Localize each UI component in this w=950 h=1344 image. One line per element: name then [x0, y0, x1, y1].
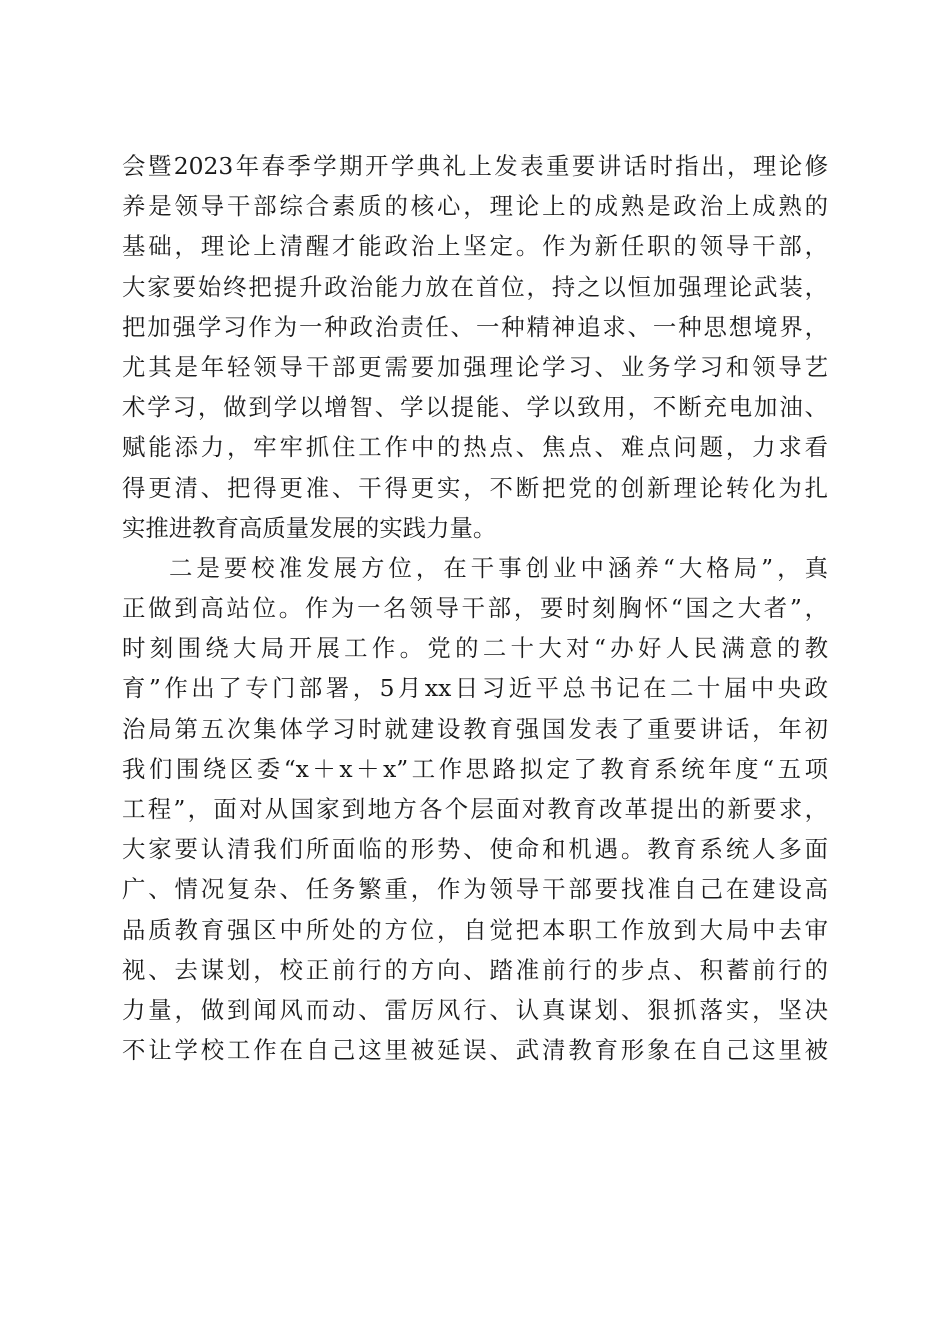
text-line: 工程”，面对从国家到地方各个层面对教育改革提出的新要求，: [122, 795, 828, 823]
text-line: 尤其是年轻领导干部更需要加强理论学习、业务学习和领导艺: [122, 352, 828, 381]
text-line: 我们围绕区委“x＋x＋x”工作思路拟定了教育系统年度“五项: [122, 754, 828, 783]
text-line: 广、情况复杂、任务繁重，作为领导干部要找准自己在建设高: [122, 875, 828, 904]
text-line: 二是要校准发展方位，在干事创业中涵养“大格局”，真: [169, 553, 828, 582]
document-body: [122, 146, 828, 1070]
text-line: 大家要认清我们所面临的形势、使命和机遇。教育系统人多面: [122, 835, 828, 864]
text-line: 育”作出了专门部署，5月xx日习近平总书记在二十届中央政: [122, 674, 828, 703]
text-line: 把加强学习作为一种政治责任、一种精神追求、一种思想境界，: [122, 312, 828, 341]
text-line: 术学习，做到学以增智、学以提能、学以致用，不断充电加油、: [122, 393, 828, 422]
text-line: 赋能添力，牢牢抓住工作中的热点、焦点、难点问题，力求看: [122, 433, 828, 462]
text-line: 不让学校工作在自己这里被延误、武清教育形象在自己这里被: [122, 1036, 828, 1065]
text-line: 得更清、把得更准、干得更实，不断把党的创新理论转化为扎: [122, 473, 828, 502]
text-line: 治局第五次集体学习时就建设教育强国发表了重要讲话，年初: [122, 714, 828, 743]
text-line: 正做到高站位。作为一名领导干部，要时刻胸怀“国之大者”，: [122, 594, 828, 623]
text-line: 养是领导干部综合素质的核心，理论上的成熟是政治上成熟的: [122, 192, 828, 221]
text-line: 时刻围绕大局开展工作。党的二十大对“办好人民满意的教: [122, 634, 828, 663]
paragraph-2: [122, 548, 828, 1070]
text-line: 力量，做到闻风而动、雷厉风行、认真谋划、狠抓落实，坚决: [122, 995, 828, 1024]
text-line: 大家要始终把提升政治能力放在首位，持之以恒加强理论武装，: [122, 272, 828, 301]
text-line: 基础，理论上清醒才能政治上坚定。作为新任职的领导干部，: [122, 232, 828, 261]
paragraph-1: [122, 146, 828, 548]
text-line: 会暨2023年春季学期开学典礼上发表重要讲话时指出，理论修: [122, 152, 828, 180]
text-line: 实推进教育高质量发展的实践力量。: [122, 513, 497, 542]
text-line: 视、去谋划，校正前行的方向、踏准前行的步点、积蓄前行的: [122, 955, 828, 984]
text-line: 品质教育强区中所处的方位，自觉把本职工作放到大局中去审: [122, 915, 828, 944]
